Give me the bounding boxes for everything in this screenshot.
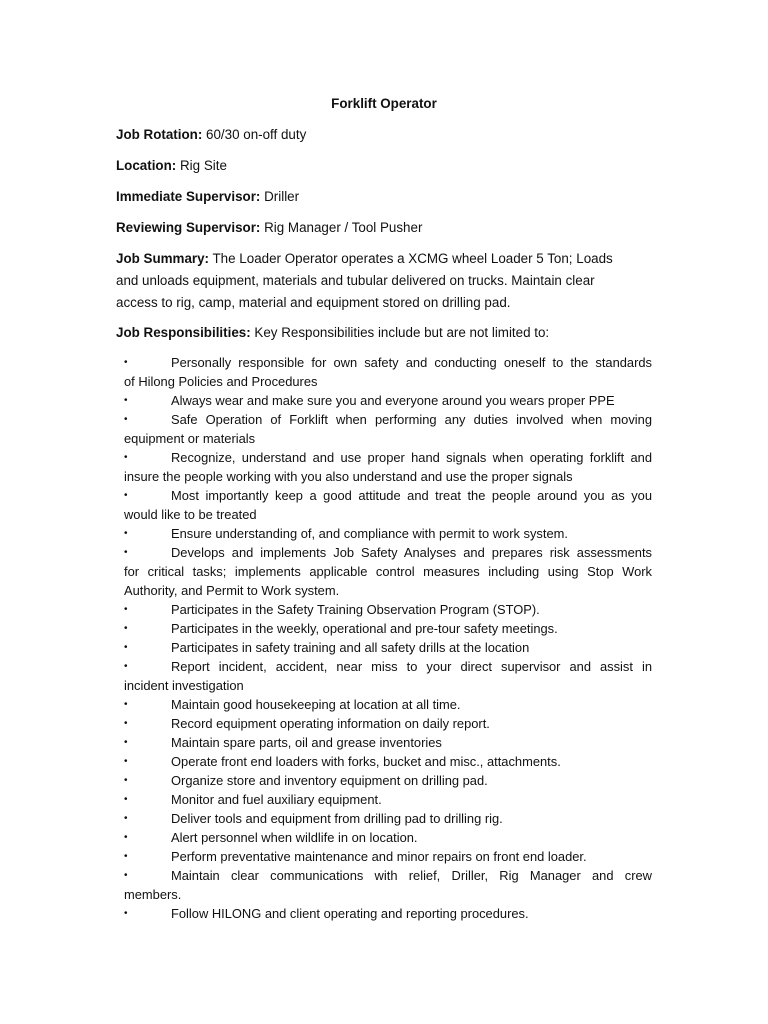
responsibility-text: Report incident, accident, near miss to your direct supervisor and assist in [171,659,652,674]
responsibility-item [124,752,652,771]
responsibility-text: Organize store and inventory equipment on drilling pad. [171,773,488,788]
immediate-supervisor-field [116,188,652,206]
bullet-icon: • [124,528,128,539]
immediate-supervisor-value: Driller [264,189,300,204]
responsibility-first-line [124,621,558,636]
responsibility-item [124,410,652,448]
bullet-icon: • [124,547,128,558]
responsibility-first-line [124,811,503,826]
responsibility-item [124,524,652,543]
bullet-icon: • [124,737,128,748]
responsibility-first-line [124,448,652,467]
responsibility-item [124,600,652,619]
responsibility-first-line [124,830,418,845]
bullet-icon: • [124,623,128,634]
job-rotation-label: Job Rotation: [116,127,203,142]
immediate-supervisor-label: Immediate Supervisor: [116,189,261,204]
responsibility-item [124,733,652,752]
responsibility-text: Maintain good housekeeping at location at all time. [171,697,461,712]
job-summary-text-1: The Loader Operator operates a XCMG wheel Loader 5 Ton; Loads [212,251,613,266]
bullet-icon: • [124,699,128,710]
bullet-icon: • [124,832,128,843]
responsibilities-list [124,353,652,923]
bullet-icon: • [124,357,128,368]
responsibility-item [124,904,652,923]
responsibility-first-line [124,906,529,921]
responsibility-item [124,391,652,410]
bullet-icon: • [124,718,128,729]
location-value: Rig Site [180,158,227,173]
job-responsibilities-label: Job Responsibilities: [116,325,251,340]
reviewing-supervisor-value: Rig Manager / Tool Pusher [264,220,423,235]
responsibility-continuation: members. [124,887,182,902]
responsibility-continuation: equipment or materials [124,431,256,446]
responsibility-first-line [124,716,490,731]
responsibility-item [124,353,652,391]
responsibility-item [124,543,652,600]
responsibility-first-line [124,393,615,408]
responsibility-item [124,809,652,828]
document-title: Forklift Operator [331,96,437,111]
responsibility-item [124,448,652,486]
responsibility-text: Develops and implements Job Safety Analyses and prepares risk assessments [171,545,652,560]
bullet-icon: • [124,870,128,881]
responsibility-text: Deliver tools and equipment from drilling pad to drilling rig. [171,811,503,826]
job-responsibilities-heading [116,324,652,342]
job-summary-label: Job Summary: [116,251,210,266]
bullet-icon: • [124,794,128,805]
responsibility-first-line [124,735,442,750]
responsibility-first-line [124,640,529,655]
bullet-icon: • [124,756,128,767]
responsibility-item [124,828,652,847]
responsibility-text: Always wear and make sure you and everyone around you wears proper PPE [171,393,615,408]
responsibility-item [124,619,652,638]
reviewing-supervisor-label: Reviewing Supervisor: [116,220,261,235]
responsibility-text: Alert personnel when wildlife in on location. [171,830,418,845]
responsibility-continuation: incident investigation [124,678,244,693]
responsibility-text: Safe Operation of Forklift when performing any duties involved when moving [171,412,652,427]
responsibility-first-line [124,486,652,505]
responsibility-text: Participates in the weekly, operational and pre-tour safety meetings. [171,621,558,636]
bullet-icon: • [124,908,128,919]
responsibility-text: Personally responsible for own safety and conducting oneself to the standards [171,355,652,370]
job-summary-line-3: access to rig, camp, material and equipment stored on drilling pad. [116,295,511,310]
responsibility-text: Participates in safety training and all safety drills at the location [171,640,530,655]
responsibility-first-line [124,849,587,864]
reviewing-supervisor-field [116,219,652,237]
responsibility-item [124,771,652,790]
responsibility-first-line [124,602,540,617]
responsibility-item [124,790,652,809]
bullet-icon: • [124,661,128,672]
responsibility-continuation: of Hilong Policies and Procedures [124,374,318,389]
responsibility-first-line [124,754,561,769]
responsibility-item [124,695,652,714]
responsibility-text: Follow HILONG and client operating and reporting procedures. [171,906,529,921]
job-rotation-value: 60/30 on-off duty [206,127,307,142]
job-summary-line-1 [116,248,652,270]
bullet-icon: • [124,851,128,862]
bullet-icon: • [124,813,128,824]
bullet-icon: • [124,490,128,501]
responsibility-first-line [124,792,382,807]
responsibility-text: Recognize, understand and use proper hand signals when operating forklift and [171,450,652,465]
responsibility-first-line [124,773,488,788]
job-summary-line-2: and unloads equipment, materials and tubular delivered on trucks. Maintain clear [116,273,595,288]
responsibility-item [124,486,652,524]
bullet-icon: • [124,452,128,463]
responsibility-first-line [124,410,652,429]
responsibility-item [124,866,652,904]
responsibility-text: Ensure understanding of, and compliance with permit to work system. [171,526,568,541]
responsibility-item [124,638,652,657]
bullet-icon: • [124,414,128,425]
bullet-icon: • [124,642,128,653]
responsibility-item [124,657,652,695]
responsibility-text: Perform preventative maintenance and minor repairs on front end loader. [171,849,587,864]
responsibility-continuation: Authority, and Permit to Work system. [124,583,340,598]
responsibility-text: Monitor and fuel auxiliary equipment. [171,792,382,807]
job-rotation-field [116,126,652,144]
responsibility-first-line [124,526,568,541]
responsibility-first-line [124,353,652,372]
job-responsibilities-intro: Key Responsibilities include but are not limited to: [254,325,550,340]
bullet-icon: • [124,604,128,615]
bullet-icon: • [124,395,128,406]
responsibility-text: Record equipment operating information on daily report. [171,716,490,731]
responsibility-item [124,714,652,733]
responsibility-continuation: insure the people working with you also understand and use the proper signals [124,469,573,484]
responsibility-text: Operate front end loaders with forks, bucket and misc., attachments. [171,754,561,769]
responsibility-text: Maintain spare parts, oil and grease inventories [171,735,442,750]
bullet-icon: • [124,775,128,786]
location-field [116,157,652,175]
responsibility-item [124,847,652,866]
location-label: Location: [116,158,177,173]
responsibility-first-line [124,866,652,885]
responsibility-first-line [124,657,652,676]
responsibility-text: Participates in the Safety Training Observation Program (STOP). [171,602,540,617]
responsibility-text: Maintain clear communications with relief, Driller, Rig Manager and crew [171,868,652,883]
responsibility-text: Most importantly keep a good attitude and treat the people around you as you [171,488,652,503]
responsibility-continuation: for critical tasks; implements applicable control measures including using Stop Work [124,564,652,579]
responsibility-first-line [124,697,461,712]
responsibility-first-line [124,543,652,562]
job-summary [116,248,652,314]
responsibility-continuation: would like to be treated [124,507,257,522]
